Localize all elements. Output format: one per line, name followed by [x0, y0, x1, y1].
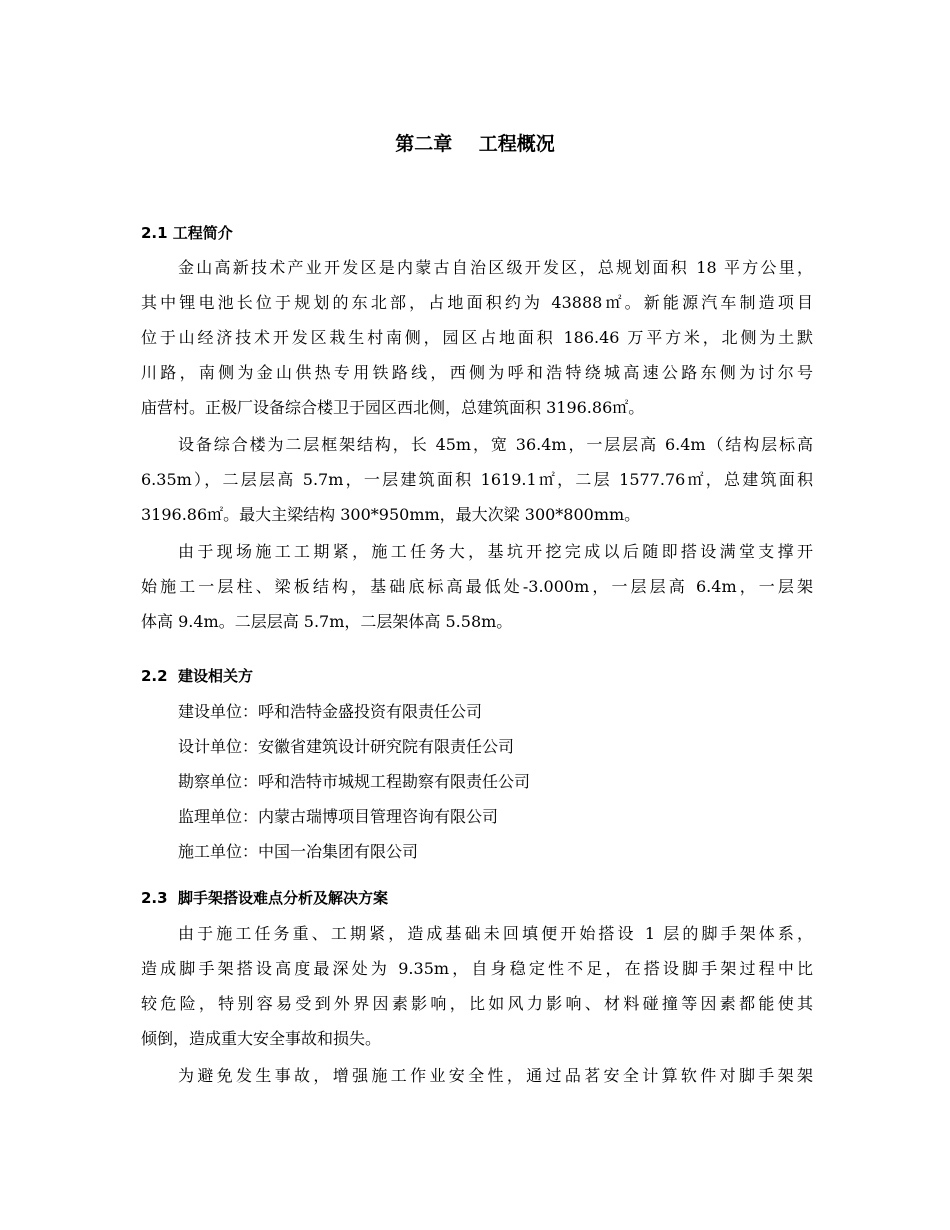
- chapter-title: 第二章 工程概况: [395, 133, 555, 155]
- paragraph-line: 始施工一层柱、梁板结构，基础底标高最低处-3.000m，一层层高 6.4m，一层架: [141, 577, 813, 596]
- paragraph-line: 体高 9.4m。二层层高 5.7m，二层架体高 5.58m。: [141, 612, 513, 631]
- paragraph-line: 造成脚手架搭设高度最深处为 9.35m，自身稳定性不足，在搭设脚手架过程中比: [141, 959, 813, 978]
- paragraph-line: 由于施工任务重、工期紧，造成基础未回填便开始搭设 1 层的脚手架体系，: [178, 924, 813, 943]
- party-supervision-unit: 监理单位：内蒙古瑞博项目管理咨询有限公司: [178, 807, 499, 826]
- section-2-3-heading: 2.3 脚手架搭设难点分析及解决方案: [141, 889, 389, 907]
- paragraph-line: 较危险，特别容易受到外界因素影响，比如风力影响、材料碰撞等因素都能使其: [141, 994, 813, 1013]
- paragraph-line: 其中锂电池长位于规划的东北部，占地面积约为 43888㎡。新能源汽车制造项目: [141, 293, 813, 312]
- section-2-1-heading: 2.1 工程简介: [141, 224, 233, 242]
- party-survey-unit: 勘察单位：呼和浩特市城规工程勘察有限责任公司: [178, 772, 531, 791]
- paragraph-line: 川路，南侧为金山供热专用铁路线，西侧为呼和浩特绕城高速公路东侧为讨尔号: [141, 363, 813, 382]
- party-contractor-unit: 施工单位：中国一冶集团有限公司: [178, 842, 419, 861]
- paragraph-line: 位于山经济技术开发区栽生村南侧，园区占地面积 186.46 万平方米，北侧为土默: [141, 328, 813, 347]
- paragraph-line: 庙营村。正极厂设备综合楼卫于园区西北侧，总建筑面积 3196.86㎡。: [141, 398, 645, 417]
- paragraph-line: 由于现场施工工期紧，施工任务大，基坑开挖完成以后随即搭设满堂支撑开: [178, 542, 813, 561]
- paragraph-line: 3196.86㎡。最大主梁结构 300*950mm，最大次梁 300*800mm。: [141, 505, 641, 524]
- party-construction-unit: 建设单位：呼和浩特金盛投资有限责任公司: [178, 702, 483, 721]
- section-2-2-heading: 2.2 建设相关方: [141, 667, 254, 685]
- paragraph-line: 6.35m），二层层高 5.7m，一层建筑面积 1619.1㎡，二层 1577.76㎡，总建筑面积: [141, 470, 813, 489]
- paragraph-line: 金山高新技术产业开发区是内蒙古自治区级开发区，总规划面积 18 平方公里，: [178, 258, 813, 277]
- paragraph-line: 为避免发生事故，增强施工作业安全性，通过品茗安全计算软件对脚手架架: [178, 1066, 813, 1085]
- paragraph-line: 设备综合楼为二层框架结构，长 45m，宽 36.4m，一层层高 6.4m（结构层标高: [178, 435, 813, 454]
- party-design-unit: 设计单位：安徽省建筑设计研究院有限责任公司: [178, 737, 515, 756]
- paragraph-line: 倾倒，造成重大安全事故和损失。: [141, 1029, 382, 1048]
